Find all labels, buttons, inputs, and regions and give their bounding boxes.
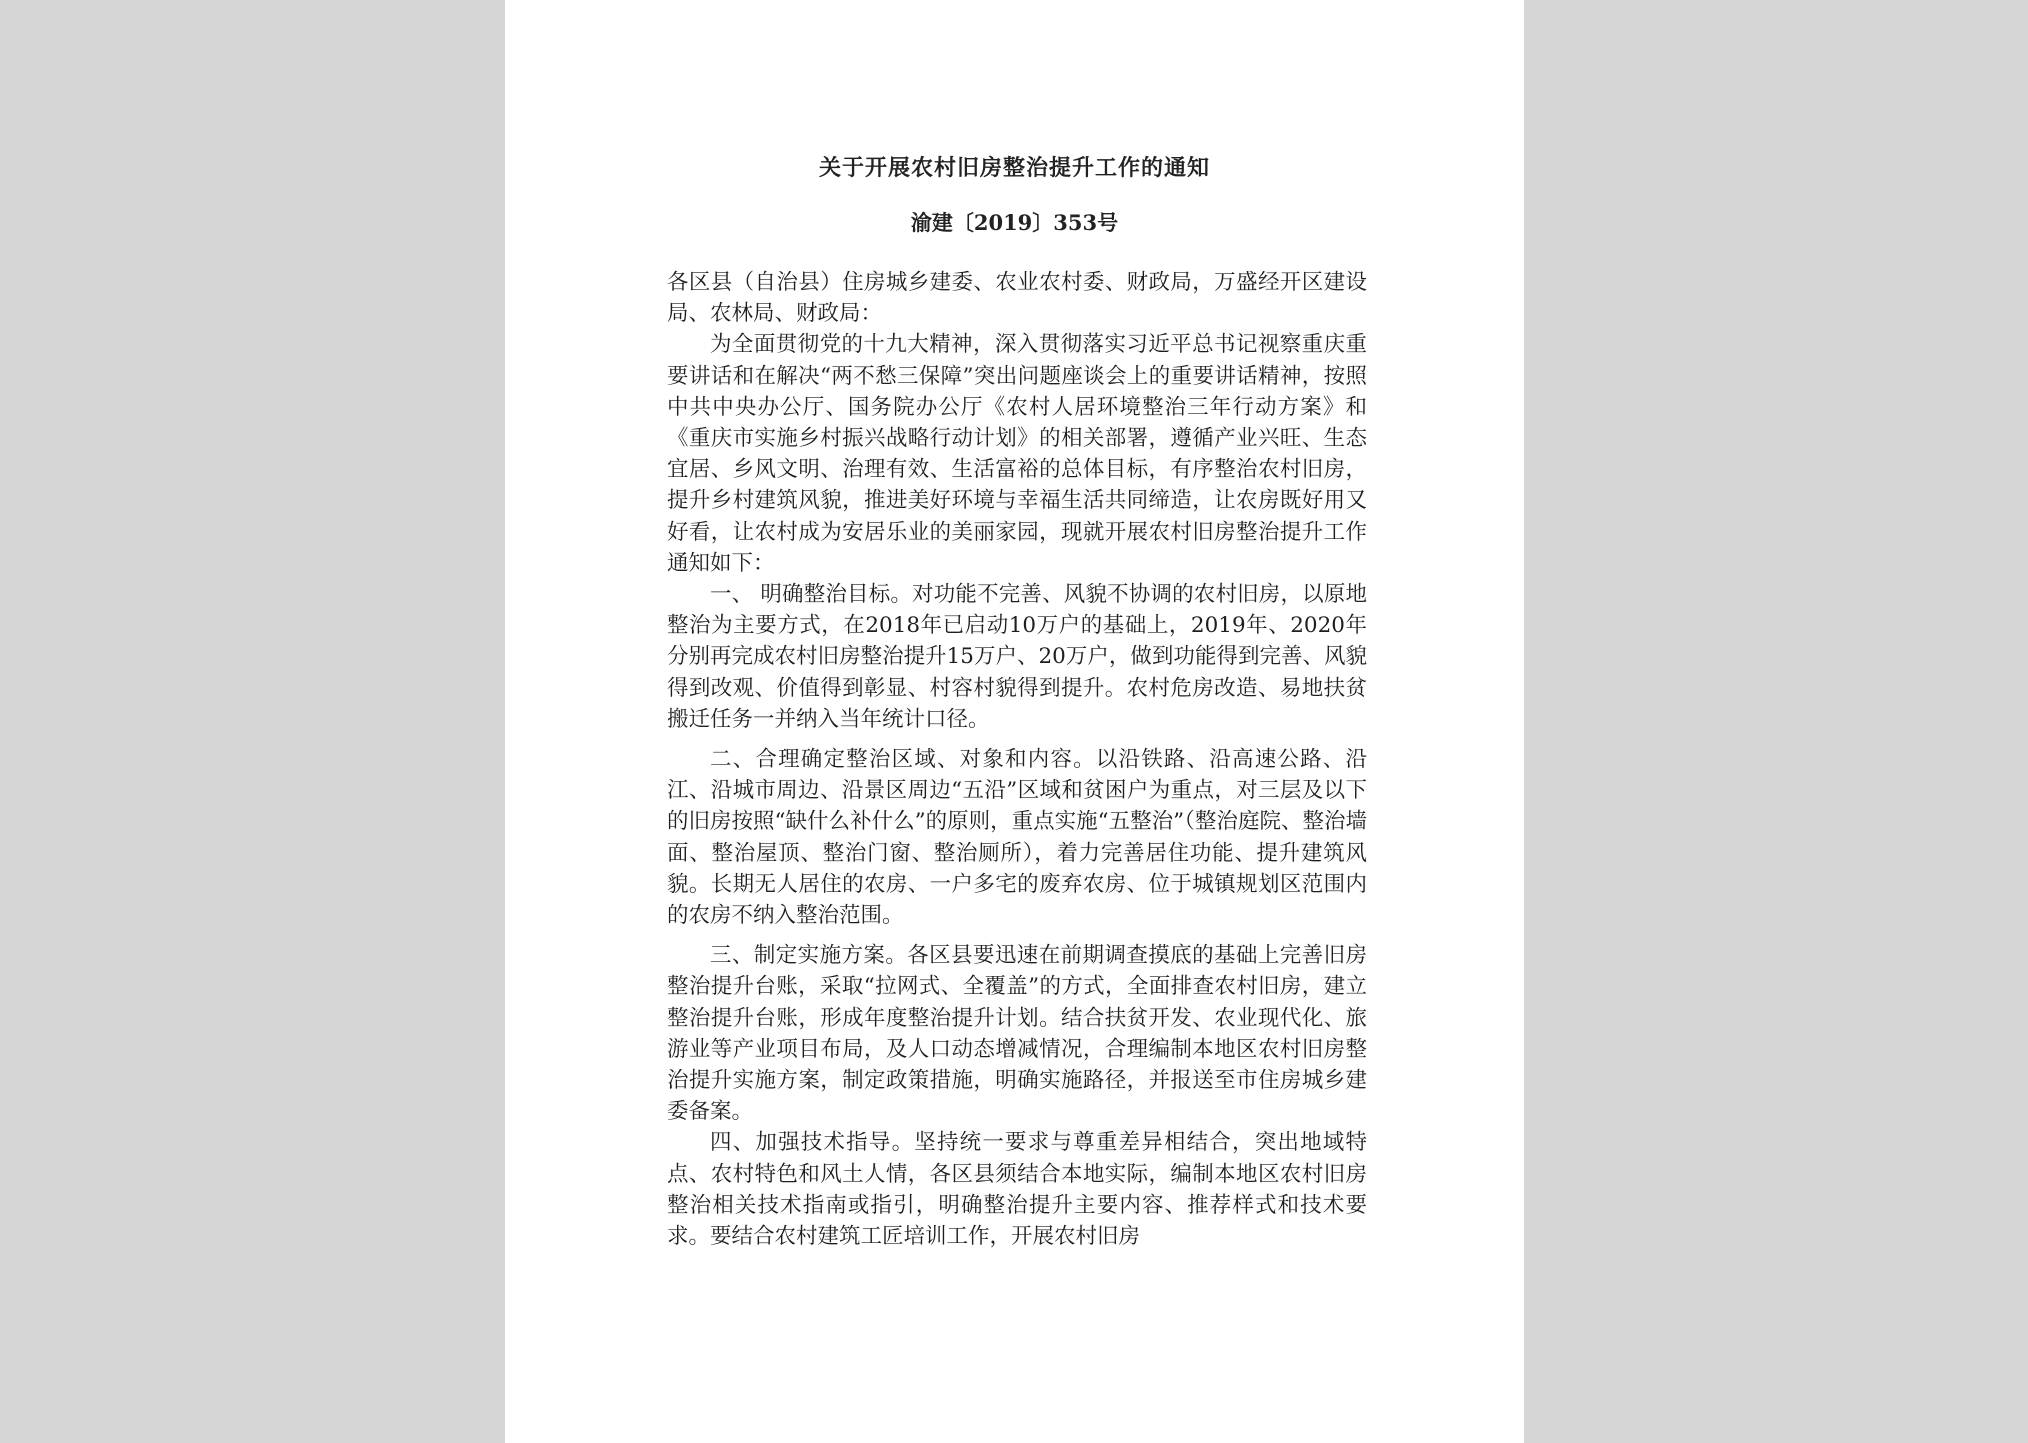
paragraph-section-2: 二、合理确定整治区域、对象和内容。以沿铁路、沿高速公路、沿江、沿城市周边、沿景区周边“五沿”区域和贫困户为重点，对三层及以下的旧房按照“缺什么补什么”的原则，重点实施“五整治”（整治庭院、整治墙面、整治屋顶、整治门窗、整治厕所），着力完善居住功能、提升建筑风貌。长期无人居住的农房、一户多宅的废弃农房、位于城镇规划区范围内的农房不纳入整治范围。 bbox=[667, 747, 1367, 929]
document-page bbox=[505, 0, 1524, 1443]
document-body bbox=[667, 267, 1367, 1252]
salutation: 各区县（自治县）住房城乡建委、农业农村委、财政局，万盛经开区建设局、农林局、财政局： bbox=[667, 270, 1367, 327]
paragraph-section-3: 三、制定实施方案。各区县要迅速在前期调查摸底的基础上完善旧房整治提升台账，采取“拉网式、全覆盖”的方式，全面排查农村旧房，建立整治提升台账，形成年度整治提升计划。结合扶贫开发、农业现代化、旅游业等产业项目布局，及人口动态增减情况，合理编制本地区农村旧房整治提升实施方案，制定政策措施，明确实施路径，并报送至市住房城乡建委备案。 bbox=[667, 943, 1367, 1125]
paragraph-section-1: 一、 明确整治目标。对功能不完善、风貌不协调的农村旧房，以原地整治为主要方式，在2018年已启动10万户的基础上，2019年、2020年分别再完成农村旧房整治提升15万户、20万户，做到功能得到完善、风貌得到改观、价值得到彰显、村容村貌得到提升。农村危房改造、易地扶贫搬迁任务一并纳入当年统计口径。 bbox=[667, 582, 1367, 732]
paragraph-section-4: 四、加强技术指导。坚持统一要求与尊重差异相结合，突出地域特点、农村特色和风土人情，各区县须结合本地实际，编制本地区农村旧房整治相关技术指南或指引，明确整治提升主要内容、推荐样式和技术要求。要结合农村建筑工匠培训工作，开展农村旧房 bbox=[667, 1130, 1367, 1250]
paragraph-preamble: 为全面贯彻党的十九大精神，深入贯彻落实习近平总书记视察重庆重要讲话和在解决“两不愁三保障”突出问题座谈会上的重要讲话精神，按照中共中央办公厅、国务院办公厅《农村人居环境整治三年行动方案》和《重庆市实施乡村振兴战略行动计划》的相关部署，遵循产业兴旺、生态宜居、乡风文明、治理有效、生活富裕的总体目标，有序整治农村旧房，提升乡村建筑风貌，推进美好环境与幸福生活共同缔造，让农房既好用又好看，让农村成为安居乐业的美丽家园，现就开展农村旧房整治提升工作通知如下： bbox=[667, 332, 1367, 576]
document-title: 关于开展农村旧房整治提升工作的通知 bbox=[818, 155, 1210, 181]
document-number: 渝建〔2019〕353号 bbox=[910, 210, 1119, 235]
